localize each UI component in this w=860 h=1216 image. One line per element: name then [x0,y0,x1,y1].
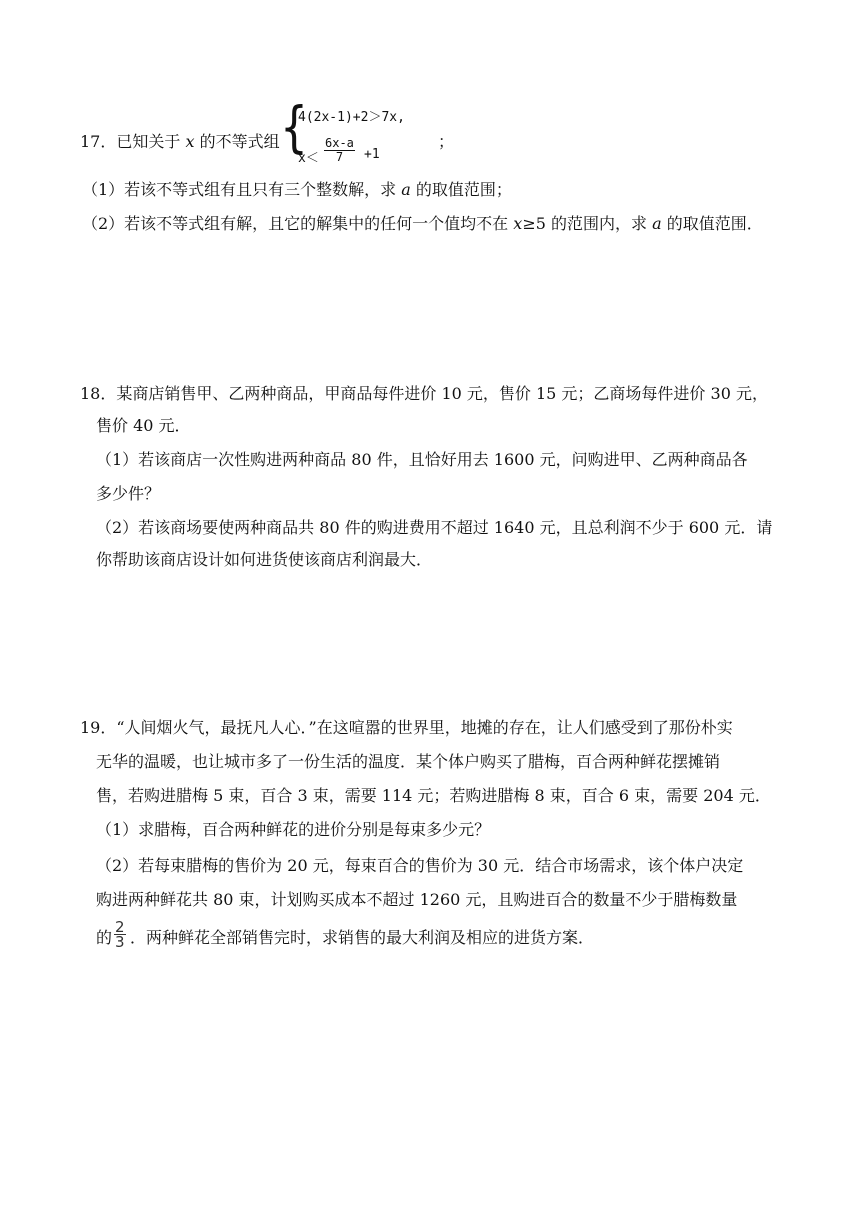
q17-part-2: （2）若该不等式组有解，且它的解集中的任何一个值均不在 x≥5 的范围内，求 a 的取值范围． [82,214,763,233]
inequality-2-fraction: $\frac{6x-a}{7}$ [325,136,354,164]
q17-semicolon: ； [438,132,455,151]
q19-line-7-start: 的 [96,928,113,947]
q19-line-2: 无华的温暖，也让城市多了一份生活的温度．某个体户购买了腊梅，百合两种鲜花摆摊销 [96,752,721,771]
inequality-2-right: +1 [364,147,380,162]
q17-intro: 17．已知关于 x 的不等式组 [80,132,280,151]
q17-part-1: （1）若该不等式组有且只有三个整数解，求 a 的取值范围； [82,180,512,199]
q19-line-7-end: ．两种鲜花全部销售完时，求销售的最大利润及相应的进货方案． [130,928,595,947]
q19-line-6: 购进两种鲜花共 80 束，计划购买成本不超过 1260 元，且购进百合的数量不少于腊梅数量 [96,890,738,909]
q19-line-3: 售，若购进腊梅 5 束，百合 3 束，需要 114 元；若购进腊梅 8 束，百合 6 束，需要 204 元． [96,786,771,805]
two-thirds-fraction: $\frac{2}{3}$ [115,918,125,951]
q19-line-5: （2）若每束腊梅的售价为 20 元，每束百合的售价为 30 元．结合市场需求，该个体户决定 [96,856,744,875]
q19-line-4: （1）求腊梅，百合两种鲜花的进价分别是每束多少元？ [96,820,491,839]
q18-line-3: （1）若该商店一次性购进两种商品 80 件，且恰好用去 1600 元，问购进甲、乙两种商品各 [96,450,748,469]
q18-line-4: 多少件？ [96,484,161,503]
q18-line-2: 售价 40 元． [96,416,191,435]
system-brace: { [280,96,308,160]
inequality-1: 4(2x-1)+2＞7x, [298,110,405,125]
inequality-2-left: x＜ [298,151,319,166]
q18-line-5: （2）若该商场要使两种商品共 80 件的购进费用不超过 1640 元，且总利润不少于 600 元．请 [96,518,773,537]
q18-line-6: 你帮助该商店设计如何进货使该商店利润最大． [96,550,433,569]
q18-line-1: 18．某商店销售甲、乙两种商品，甲商品每件进价 10 元，售价 15 元；乙商场每件进价 30 元， [80,384,768,403]
q19-line-1: 19．“人间烟火气，最抚凡人心．”在这喧嚣的世界里，地摊的存在，让人们感受到了那份朴实 [80,718,733,737]
